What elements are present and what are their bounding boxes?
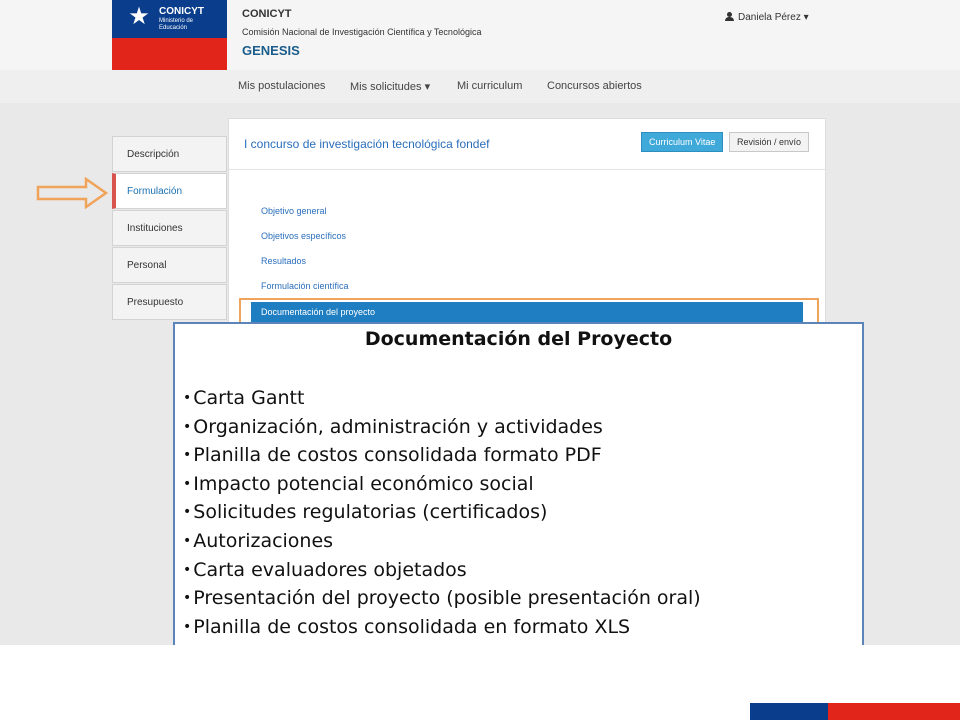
main-nav <box>0 70 960 103</box>
bullet-icon: • <box>183 532 192 549</box>
org-title: CONICYT <box>242 8 292 20</box>
formulation-panel <box>228 118 826 323</box>
link-resultados[interactable]: Resultados <box>261 256 307 266</box>
logo-name: CONICYT <box>159 6 204 17</box>
list-item <box>183 470 701 499</box>
flag-strip <box>750 703 960 720</box>
org-subtitle: Comisión Nacional de Investigación Científica y Tecnológica <box>242 27 482 37</box>
list-item-text: Presentación del proyecto (posible presentación oral) <box>193 587 701 610</box>
bullet-icon: • <box>183 475 192 492</box>
list-item <box>183 384 701 413</box>
list-item-text: Planilla de costos consolidada formato PDF <box>193 444 602 467</box>
flag-blue <box>750 703 828 720</box>
bullet-icon: • <box>183 447 192 464</box>
callout-list <box>183 384 701 641</box>
bullet-icon: • <box>183 618 192 635</box>
user-menu[interactable] <box>725 12 809 23</box>
flag-red <box>828 703 960 720</box>
logo-blue-block <box>112 0 227 38</box>
arrow-pointer-icon <box>36 177 108 209</box>
list-item-text: Autorizaciones <box>193 529 334 552</box>
tab-descripcion[interactable]: Descripción <box>112 136 227 172</box>
logo-ministry: Ministerio de Educación <box>159 18 194 31</box>
callout-title: Documentación del Proyecto <box>364 328 673 350</box>
list-item-text: Carta evaluadores objetados <box>193 558 467 581</box>
link-formulacion-cientifica[interactable]: Formulación científica <box>261 281 349 291</box>
chile-emblem-icon: ★ <box>128 3 150 30</box>
link-objetivos-especificos[interactable]: Objetivos específicos <box>261 231 347 241</box>
list-item-text: Planilla de costos consolidada en formato XLS <box>193 615 631 638</box>
list-item <box>183 498 701 527</box>
link-documentacion-proyecto[interactable]: Documentación del proyecto <box>251 302 803 322</box>
list-item <box>183 527 701 556</box>
list-item <box>183 556 701 585</box>
bullet-icon: • <box>183 590 192 607</box>
nav-mi-curriculum[interactable]: Mi curriculum <box>457 80 523 92</box>
tab-personal[interactable]: Personal <box>112 247 227 283</box>
bullet-icon: • <box>183 561 192 578</box>
list-item <box>183 613 701 642</box>
panel-divider <box>229 169 825 170</box>
list-item-text: Impacto potencial económico social <box>193 472 534 495</box>
tab-presupuesto[interactable]: Presupuesto <box>112 284 227 320</box>
nav-concursos-abiertos[interactable]: Concursos abiertos <box>547 80 642 92</box>
curriculum-vitae-button[interactable]: Curriculum Vitae <box>641 132 723 152</box>
link-objetivo-general[interactable]: Objetivo general <box>261 206 327 216</box>
app-name: GENESIS <box>242 43 300 58</box>
bullet-icon: • <box>183 504 192 521</box>
user-name: Daniela Pérez ▾ <box>738 12 809 23</box>
nav-mis-postulaciones[interactable]: Mis postulaciones <box>238 80 326 92</box>
list-item-text: Solicitudes regulatorias (certificados) <box>193 501 548 524</box>
list-item <box>183 584 701 613</box>
revision-envio-button[interactable]: Revisión / envío <box>729 132 809 152</box>
bullet-icon: • <box>183 418 192 435</box>
user-icon <box>725 12 734 21</box>
list-item-text: Carta Gantt <box>193 387 305 409</box>
tab-instituciones[interactable]: Instituciones <box>112 210 227 246</box>
list-item <box>183 441 701 470</box>
panel-title: I concurso de investigación tecnológica fondef <box>244 137 490 151</box>
tab-formulacion[interactable]: Formulación <box>112 173 227 209</box>
bullet-icon: • <box>183 390 192 406</box>
list-item <box>183 413 701 442</box>
nav-mis-solicitudes[interactable]: Mis solicitudes ▾ <box>350 81 431 93</box>
documentation-callout <box>173 322 864 690</box>
list-item-text: Organización, administración y actividades <box>193 415 603 438</box>
